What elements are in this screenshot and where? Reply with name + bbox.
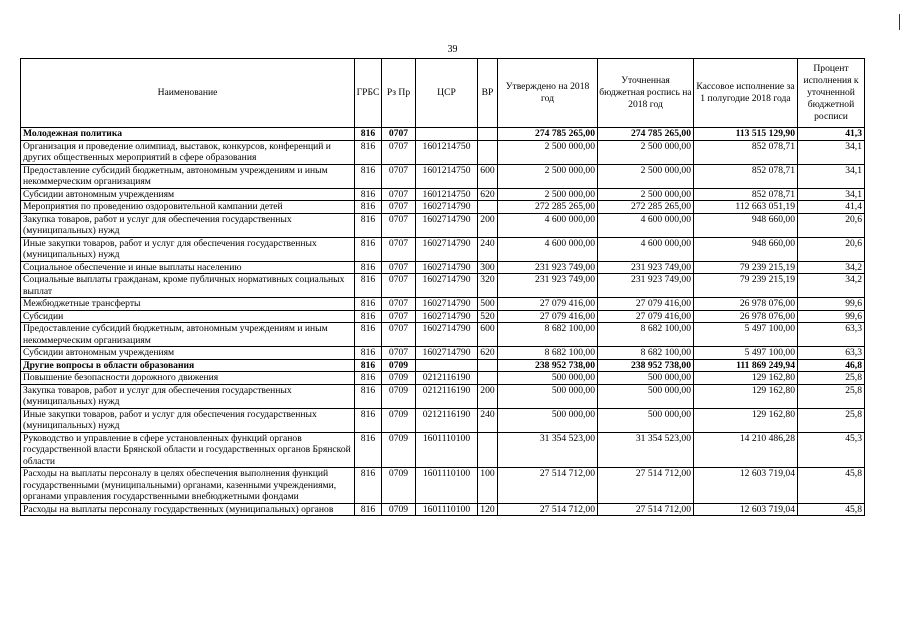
cell-grbs: 816 bbox=[355, 188, 382, 201]
cell-refined: 27 079 416,00 bbox=[598, 298, 694, 311]
cell-name: Иные закупки товаров, работ и услуг для обеспечения государственных (муниципальных) нужд bbox=[21, 237, 355, 261]
cell-csr: 1602714790 bbox=[416, 261, 478, 274]
cell-grbs: 816 bbox=[355, 503, 382, 516]
cell-refined: 4 600 000,00 bbox=[598, 213, 694, 237]
cell-refined: 500 000,00 bbox=[598, 372, 694, 385]
cell-refined: 231 923 749,00 bbox=[598, 261, 694, 274]
cell-csr: 1602714790 bbox=[416, 213, 478, 237]
table-row bbox=[21, 310, 865, 323]
cell-refined: 8 682 100,00 bbox=[598, 347, 694, 360]
header-vr: ВР bbox=[478, 59, 498, 128]
cell-cash: 112 663 051,19 bbox=[694, 201, 798, 214]
cell-grbs: 816 bbox=[355, 372, 382, 385]
cell-grbs: 816 bbox=[355, 274, 382, 298]
cell-refined: 231 923 749,00 bbox=[598, 274, 694, 298]
cell-refined: 272 285 265,00 bbox=[598, 201, 694, 214]
cell-refined: 27 514 712,00 bbox=[598, 468, 694, 504]
cell-name: Мероприятия по проведению оздоровительной кампании детей bbox=[21, 201, 355, 214]
cell-grbs: 816 bbox=[355, 408, 382, 432]
cell-refined: 2 500 000,00 bbox=[598, 164, 694, 188]
cell-grbs: 816 bbox=[355, 128, 382, 141]
header-csr: ЦСР bbox=[416, 59, 478, 128]
cell-approved: 500 000,00 bbox=[498, 408, 598, 432]
cell-name: Организация и проведение олимпиад, выставок, конкурсов, конференций и других общественных мероприятий в сфере образования bbox=[21, 140, 355, 164]
cell-cash: 5 497 100,00 bbox=[694, 323, 798, 347]
cell-refined: 500 000,00 bbox=[598, 384, 694, 408]
cell-grbs: 816 bbox=[355, 261, 382, 274]
cell-rzpr: 0707 bbox=[382, 213, 416, 237]
cell-cash: 948 660,00 bbox=[694, 213, 798, 237]
cell-rzpr: 0709 bbox=[382, 359, 416, 372]
cell-csr: 1602714790 bbox=[416, 310, 478, 323]
cell-grbs: 816 bbox=[355, 432, 382, 468]
table-header-row bbox=[21, 59, 865, 128]
cell-percent: 34,2 bbox=[798, 261, 865, 274]
table-row bbox=[21, 372, 865, 385]
header-cash: Кассовое исполнение за 1 полугодие 2018 года bbox=[694, 59, 798, 128]
cell-cash: 12 603 719,04 bbox=[694, 468, 798, 504]
cell-name: Иные закупки товаров, работ и услуг для обеспечения государственных (муниципальных) нужд bbox=[21, 408, 355, 432]
cell-csr bbox=[416, 128, 478, 141]
cell-csr: 1601214750 bbox=[416, 164, 478, 188]
cell-cash: 129 162,80 bbox=[694, 372, 798, 385]
cell-refined: 27 514 712,00 bbox=[598, 503, 694, 516]
cell-approved: 272 285 265,00 bbox=[498, 201, 598, 214]
table-row bbox=[21, 213, 865, 237]
page-number: 39 bbox=[447, 44, 458, 55]
cell-name: Предоставление субсидий бюджетным, автономным учреждениям и иным некоммерческим организациям bbox=[21, 164, 355, 188]
table-row bbox=[21, 347, 865, 360]
header-rzpr: Рз Пр bbox=[382, 59, 416, 128]
cell-cash: 852 078,71 bbox=[694, 164, 798, 188]
cell-vr: 600 bbox=[478, 323, 498, 347]
cell-percent: 34,2 bbox=[798, 274, 865, 298]
cell-percent: 45,8 bbox=[798, 503, 865, 516]
cell-name: Субсидии автономным учреждениям bbox=[21, 188, 355, 201]
table-row bbox=[21, 188, 865, 201]
cell-vr: 600 bbox=[478, 164, 498, 188]
cell-grbs: 816 bbox=[355, 384, 382, 408]
cell-percent: 20,6 bbox=[798, 213, 865, 237]
cell-percent: 45,3 bbox=[798, 432, 865, 468]
table-body bbox=[21, 128, 865, 516]
cell-rzpr: 0709 bbox=[382, 408, 416, 432]
table-row bbox=[21, 503, 865, 516]
cell-percent: 99,6 bbox=[798, 298, 865, 311]
cell-refined: 8 682 100,00 bbox=[598, 323, 694, 347]
cell-csr: 1602714790 bbox=[416, 298, 478, 311]
cell-csr: 1601110100 bbox=[416, 468, 478, 504]
header-refined: Уточненная бюджетная роспись на 2018 год bbox=[598, 59, 694, 128]
cell-cash: 852 078,71 bbox=[694, 140, 798, 164]
cell-vr: 520 bbox=[478, 310, 498, 323]
cell-refined: 2 500 000,00 bbox=[598, 140, 694, 164]
cell-csr: 1602714790 bbox=[416, 347, 478, 360]
cell-percent: 46,8 bbox=[798, 359, 865, 372]
cell-cash: 852 078,71 bbox=[694, 188, 798, 201]
cell-name: Социальное обеспечение и иные выплаты населению bbox=[21, 261, 355, 274]
cell-cash: 129 162,80 bbox=[694, 384, 798, 408]
cell-approved: 31 354 523,00 bbox=[498, 432, 598, 468]
cell-rzpr: 0707 bbox=[382, 237, 416, 261]
cell-refined: 238 952 738,00 bbox=[598, 359, 694, 372]
cell-rzpr: 0709 bbox=[382, 432, 416, 468]
cell-vr: 320 bbox=[478, 274, 498, 298]
budget-table bbox=[20, 58, 865, 516]
cell-percent: 34,1 bbox=[798, 140, 865, 164]
cell-rzpr: 0707 bbox=[382, 164, 416, 188]
cell-vr bbox=[478, 359, 498, 372]
cell-cash: 129 162,80 bbox=[694, 408, 798, 432]
cell-refined: 500 000,00 bbox=[598, 408, 694, 432]
cell-name: Социальные выплаты гражданам, кроме публичных нормативных социальных выплат bbox=[21, 274, 355, 298]
cell-name: Предоставление субсидий бюджетным, автономным учреждениям и иным некоммерческим организациям bbox=[21, 323, 355, 347]
cell-approved: 500 000,00 bbox=[498, 372, 598, 385]
cell-csr: 1601110100 bbox=[416, 432, 478, 468]
cell-rzpr: 0707 bbox=[382, 140, 416, 164]
cell-refined: 274 785 265,00 bbox=[598, 128, 694, 141]
cell-rzpr: 0707 bbox=[382, 298, 416, 311]
cell-grbs: 816 bbox=[355, 468, 382, 504]
cell-name: Другие вопросы в области образования bbox=[21, 359, 355, 372]
cell-name: Закупка товаров, работ и услуг для обеспечения государственных (муниципальных) нужд bbox=[21, 384, 355, 408]
cell-csr: 1602714790 bbox=[416, 323, 478, 347]
cell-refined: 2 500 000,00 bbox=[598, 188, 694, 201]
cell-vr bbox=[478, 372, 498, 385]
cell-cash: 12 603 719,04 bbox=[694, 503, 798, 516]
cell-approved: 27 514 712,00 bbox=[498, 503, 598, 516]
cell-rzpr: 0709 bbox=[382, 503, 416, 516]
cell-grbs: 816 bbox=[355, 201, 382, 214]
cell-name: Расходы на выплаты персоналу государственных (муниципальных) органов bbox=[21, 503, 355, 516]
cell-percent: 34,1 bbox=[798, 164, 865, 188]
cell-grbs: 816 bbox=[355, 237, 382, 261]
cell-grbs: 816 bbox=[355, 140, 382, 164]
cell-csr: 1602714790 bbox=[416, 274, 478, 298]
table-row bbox=[21, 432, 865, 468]
cell-refined: 4 600 000,00 bbox=[598, 237, 694, 261]
cell-approved: 27 079 416,00 bbox=[498, 310, 598, 323]
cell-approved: 4 600 000,00 bbox=[498, 237, 598, 261]
cell-cash: 948 660,00 bbox=[694, 237, 798, 261]
cell-cash: 26 978 076,00 bbox=[694, 298, 798, 311]
cell-cash: 79 239 215,19 bbox=[694, 274, 798, 298]
cell-rzpr: 0707 bbox=[382, 128, 416, 141]
cell-vr bbox=[478, 128, 498, 141]
cell-vr: 300 bbox=[478, 261, 498, 274]
cell-approved: 27 079 416,00 bbox=[498, 298, 598, 311]
cell-csr: 1601110100 bbox=[416, 503, 478, 516]
cell-cash: 111 869 249,94 bbox=[694, 359, 798, 372]
cell-approved: 2 500 000,00 bbox=[498, 164, 598, 188]
cell-rzpr: 0707 bbox=[382, 201, 416, 214]
cell-vr: 620 bbox=[478, 347, 498, 360]
cell-name: Межбюджетные трансферты bbox=[21, 298, 355, 311]
cell-csr: 1602714790 bbox=[416, 237, 478, 261]
cell-percent: 63,3 bbox=[798, 323, 865, 347]
cell-vr: 100 bbox=[478, 468, 498, 504]
cell-percent: 41,4 bbox=[798, 201, 865, 214]
cell-cash: 79 239 215,19 bbox=[694, 261, 798, 274]
cell-vr bbox=[478, 140, 498, 164]
cell-cash: 5 497 100,00 bbox=[694, 347, 798, 360]
table-row bbox=[21, 140, 865, 164]
cell-cash: 14 210 486,28 bbox=[694, 432, 798, 468]
cell-approved: 8 682 100,00 bbox=[498, 347, 598, 360]
cell-rzpr: 0707 bbox=[382, 261, 416, 274]
table-row bbox=[21, 468, 865, 504]
cell-cash: 26 978 076,00 bbox=[694, 310, 798, 323]
cell-vr: 240 bbox=[478, 408, 498, 432]
cell-approved: 2 500 000,00 bbox=[498, 140, 598, 164]
cell-rzpr: 0707 bbox=[382, 188, 416, 201]
table-row bbox=[21, 128, 865, 141]
cell-name: Расходы на выплаты персоналу в целях обеспечения выполнения функций государственными (муниципальными) органами, казенными учреждениями, органами управления государственными внебюджетными фондами bbox=[21, 468, 355, 504]
cell-percent: 45,8 bbox=[798, 468, 865, 504]
cell-name: Молодежная политика bbox=[21, 128, 355, 141]
cell-approved: 274 785 265,00 bbox=[498, 128, 598, 141]
cell-approved: 231 923 749,00 bbox=[498, 274, 598, 298]
cell-refined: 27 079 416,00 bbox=[598, 310, 694, 323]
cell-approved: 8 682 100,00 bbox=[498, 323, 598, 347]
cell-rzpr: 0707 bbox=[382, 323, 416, 347]
cell-grbs: 816 bbox=[355, 164, 382, 188]
cell-rzpr: 0707 bbox=[382, 347, 416, 360]
cell-percent: 25,8 bbox=[798, 372, 865, 385]
cell-name: Руководство и управление в сфере установленных функций органов государственной власти Брянской области и государственных органов Брянской области bbox=[21, 432, 355, 468]
cell-rzpr: 0709 bbox=[382, 384, 416, 408]
cell-rzpr: 0707 bbox=[382, 310, 416, 323]
cell-rzpr: 0709 bbox=[382, 372, 416, 385]
cell-vr: 200 bbox=[478, 384, 498, 408]
cell-percent: 25,8 bbox=[798, 384, 865, 408]
cell-percent: 99,6 bbox=[798, 310, 865, 323]
header-grbs: ГРБС bbox=[355, 59, 382, 128]
cell-csr: 1602714790 bbox=[416, 201, 478, 214]
table-row bbox=[21, 384, 865, 408]
cell-grbs: 816 bbox=[355, 298, 382, 311]
table-row bbox=[21, 323, 865, 347]
cell-csr: 1601214750 bbox=[416, 140, 478, 164]
table-row bbox=[21, 408, 865, 432]
cell-grbs: 816 bbox=[355, 359, 382, 372]
cell-vr: 240 bbox=[478, 237, 498, 261]
cell-percent: 25,8 bbox=[798, 408, 865, 432]
header-approved: Утверждено на 2018 год bbox=[498, 59, 598, 128]
header-percent: Процент исполнения к уточненной бюджетной росписи bbox=[798, 59, 865, 128]
table-row bbox=[21, 261, 865, 274]
cell-percent: 34,1 bbox=[798, 188, 865, 201]
cell-approved: 4 600 000,00 bbox=[498, 213, 598, 237]
cell-rzpr: 0707 bbox=[382, 274, 416, 298]
cell-grbs: 816 bbox=[355, 347, 382, 360]
cell-name: Субсидии автономным учреждениям bbox=[21, 347, 355, 360]
cell-refined: 31 354 523,00 bbox=[598, 432, 694, 468]
cell-grbs: 816 bbox=[355, 323, 382, 347]
cell-csr: 0212116190 bbox=[416, 384, 478, 408]
cell-vr: 200 bbox=[478, 213, 498, 237]
table-row bbox=[21, 274, 865, 298]
cell-name: Повышение безопасности дорожного движения bbox=[21, 372, 355, 385]
cell-vr: 500 bbox=[478, 298, 498, 311]
cell-csr: 1601214750 bbox=[416, 188, 478, 201]
cell-percent: 63,3 bbox=[798, 347, 865, 360]
cell-rzpr: 0709 bbox=[382, 468, 416, 504]
table-row bbox=[21, 237, 865, 261]
table-row bbox=[21, 298, 865, 311]
table-row bbox=[21, 164, 865, 188]
cell-vr bbox=[478, 201, 498, 214]
cell-percent: 41,3 bbox=[798, 128, 865, 141]
cell-csr: 0212116190 bbox=[416, 408, 478, 432]
table-row bbox=[21, 201, 865, 214]
cell-name: Субсидии bbox=[21, 310, 355, 323]
cell-approved: 500 000,00 bbox=[498, 384, 598, 408]
cell-percent: 20,6 bbox=[798, 237, 865, 261]
table-row bbox=[21, 359, 865, 372]
cell-approved: 231 923 749,00 bbox=[498, 261, 598, 274]
cell-vr bbox=[478, 432, 498, 468]
cell-grbs: 816 bbox=[355, 213, 382, 237]
cell-name: Закупка товаров, работ и услуг для обеспечения государственных (муниципальных) нужд bbox=[21, 213, 355, 237]
header-name: Наименование bbox=[21, 59, 355, 128]
scan-edge-mark bbox=[899, 14, 900, 30]
cell-approved: 238 952 738,00 bbox=[498, 359, 598, 372]
cell-cash: 113 515 129,90 bbox=[694, 128, 798, 141]
cell-csr bbox=[416, 359, 478, 372]
cell-vr: 120 bbox=[478, 503, 498, 516]
cell-approved: 27 514 712,00 bbox=[498, 468, 598, 504]
cell-csr: 0212116190 bbox=[416, 372, 478, 385]
cell-vr: 620 bbox=[478, 188, 498, 201]
cell-grbs: 816 bbox=[355, 310, 382, 323]
cell-approved: 2 500 000,00 bbox=[498, 188, 598, 201]
